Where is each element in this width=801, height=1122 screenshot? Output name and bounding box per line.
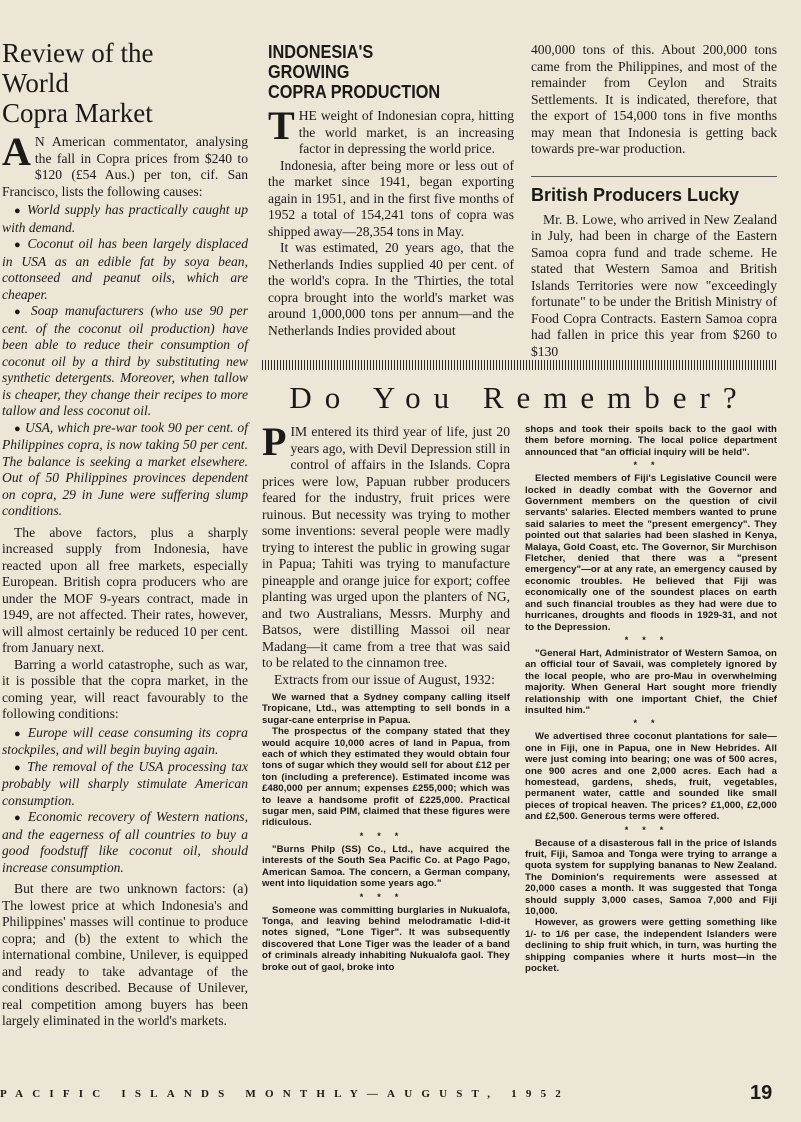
- extract: We warned that a Sydney company calling itself Tropicane, Ltd., was attempting to sell bonds in a sugar-cane enterprise in Papua.: [262, 692, 510, 726]
- remember-col-right: [525, 424, 777, 974]
- extract: However, as growers were getting something like 1/- to 1/6 per case, the independent Islanders were declining to ship fruit which, in turn, was hurting the shipping companies where it hurts most—in the pocket.: [525, 917, 777, 975]
- british-producers: [531, 176, 777, 361]
- british-title: British Producers Lucky: [531, 184, 740, 205]
- indonesia-article: [268, 42, 514, 339]
- separator: ***: [359, 891, 413, 902]
- section-rule: [262, 360, 777, 370]
- separator: **: [633, 718, 669, 729]
- cause-item: ● Coconut oil has been largely displaced in USA as an edible fat by soya bean, cottonseed and peanut oils, which are cheaper.: [2, 236, 248, 302]
- extract: Someone was committing burglaries in Nukualofa, Tonga, and leaving behind melodramatic I-did-it notes signed, "Lone Tiger". It was subsequently discovered that Lone Tiger was the leader of a band of criminals already inhabiting Nukualofa gaol. They broke out of gaol, broke into: [262, 904, 510, 973]
- page-number: 19: [750, 1082, 773, 1104]
- right-top-column: [531, 42, 777, 360]
- extract: Because of a disasterous fall in the price of Islands fruit, Fiji, Samoa and Tonga were trying to arrange a quota system for supplying bananas to New Zealand. The Dominion's requirements were assessed at 20,000 cases a month. It was suggested that Tonga should supply 3,000 cases, Samoa 7,000 and Fiji 10,000.: [525, 837, 777, 918]
- indonesia-p1: THE weight of Indonesian copra, hitting the world market, is an increasing factor in depressing the world price.: [268, 103, 514, 156]
- extract: We advertised three coconut plantations for sale—one in Fiji, one in Papua, one in New Hebrides. All were just coming into bearing; one was of 500 acres, one 900 acres and one 2,000 acres. Each had a homestead, gardens, sheds, fruit, vegetables, permanent water, cattle and sounded like small pieces of tropical heaven. The prices? £1,000, £2,000 and £2,500. Generous terms were offered.: [525, 731, 777, 823]
- indonesia-p4: 400,000 tons of this. About 200,000 tons came from the Philippines, and most of the remainder from Ceylon and Straits Settlements. It is indicated, therefore, that the export of 154,000 tons in five months may mean that Indonesia is getting back towards pre-war production.: [531, 42, 777, 156]
- review-intro: A N American commentator, analysing the fall in Copra prices from $240 to $120 (£54 Aus.) per ton, cif. San Francisco, lists the following causes:: [2, 129, 248, 199]
- extract: The prospectus of the company stated that they would acquire 10,000 acres of land in Papua, from each of which they estimated they would obtain four tons of sugar which they would sell for about £12 per ton (including a preference). Estimated income was £480,000 per annum; expenses £255,000; which was to leave a handsome profit of £225,000. Practical sugar men, said PIM, claimed that these figures were ridiculous.: [262, 726, 510, 829]
- review-title: Review of the World Copra Market: [2, 38, 154, 128]
- review-barring: Barring a world catastrophe, such as war, it is possible that the copra market, in the coming year, will react favourably to the following conditions:: [2, 656, 248, 721]
- review-factors: The above factors, plus a sharply increased supply from Indonesia, have reacted upon all free markets, especially European. British copra producers who are under the MOF 9-years contract, made in 1949, are not affected. Their rates, however, will almost certainly be reduced 10 per cent. from January next.: [2, 524, 248, 655]
- cause-item: ● USA, which pre-war took 90 per cent. of Philippines copra, is now taking 50 per cent. The balance is seeking a market elsewhere. Out of 50 Philippines provinces dependent on copra, 29 in June were suffering slump conditions.: [2, 419, 248, 518]
- review-article: [2, 38, 248, 1030]
- remember-p2: Extracts from our issue of August, 1932:: [274, 671, 495, 687]
- remember-col-left: [262, 419, 510, 973]
- condition-item: ● The removal of the USA processing tax probably will sharply stimulate American consumption.: [2, 758, 248, 808]
- separator: ***: [624, 824, 678, 835]
- cause-item: ● Soap manufacturers (who use 90 per cent. of the coconut oil production) have been able to reduce their consumption of coconut oil by a third by substituting new synthetic detergents. Moreover, when tallow is cheaper, they change their recipes to more tallow and less coconut oil.: [2, 303, 248, 418]
- british-p1: Mr. B. Lowe, who arrived in New Zealand in July, had been in charge of the Eastern Samoa copra fund and trade scheme. He stated that Western Samoa and British Islands Territories were now "exceedingly fortunate" to be under the British Ministry of Food Copra Contracts. Eastern Samoa copra had fallen in price this year from $260 to $130: [531, 211, 777, 359]
- remember-p1: PIM entered its third year of life, just 20 years ago, with Devil Depression still in control of affairs in the Islands. Copra prices were low, Papuan rubber producers feared for the industry, fruit prices were ruinous. But necessity was trying to mother some inventions: several people were madly trying to interest the public in growing sugar in Papua; Tahiti was trying to manufacture pineapple and orange juice for export; coffee planting was urged upon the planters of NG, and two Australians, Messrs. Murphy and Batsos, were distilling Massoi oil near Madang—it came from a tree that was said to be related to the cinnamon tree.: [262, 419, 510, 670]
- indonesia-p2: Indonesia, after being more or less out of the market since 1941, began exporting again in 1951, and in the first five months of 1952 a total of 154,241 tons of copra was shipped away—28,354 tons in May.: [268, 157, 514, 239]
- review-body: [2, 129, 248, 1030]
- cause-item: ● World supply has practically caught up with demand.: [2, 202, 248, 235]
- separator: ***: [359, 830, 413, 841]
- condition-item: ● Economic recovery of Western nations, and the eagerness of all countries to buy a good foodstuff like coconut oil, should increase consumption.: [2, 809, 248, 875]
- indonesia-p3: It was estimated, 20 years ago, that the Netherlands Indies supplied 40 per cent. of the world's copra. In the 'Thirties, the total copra brought into the world's market was around 1,000,000 tons per annum—and the Netherlands Indies provided about: [268, 240, 514, 338]
- condition-item: ● Europe will cease consuming its copra stockpiles, and will begin buying again.: [2, 724, 248, 757]
- separator: **: [633, 460, 669, 471]
- separator: ***: [624, 634, 678, 645]
- extract: "Burns Philp (SS) Co., Ltd., have acquired the interests of the South Sea Pacific Co. at Pago Pago, American Samoa. The concern, a German company, went into liquidation some years ago.": [262, 843, 510, 890]
- magazine-name: PACIFIC ISLANDS MONTHLY—AUGUST, 1952: [0, 1088, 570, 1100]
- review-unknown: But there are two unknown factors: (a) The lowest price at which Indonesia's and Philippines' masses will continue to produce copra; and (b) the extent to which the international combine, Unilever, is equipped and ready to take advantage of the conditions described. Because of Unilever, real competition among buyers has been largely eliminated in the world's markets.: [2, 881, 248, 1028]
- page-footer: [0, 1082, 801, 1112]
- remember-title: Do You Remember?: [289, 380, 750, 415]
- extract: shops and took their spoils back to the gaol with them before morning. The local police department announced that "an official inquiry will be held".: [525, 424, 777, 458]
- extract: "General Hart, Administrator of Western Samoa, on an official tour of Savaii, was completely ignored by the local people, who are pro-Mau in overwhelming majority. When General Hart sought more friendly relationship with one important Chief, the Chief insulted him.": [525, 647, 777, 716]
- indonesia-title: INDONESIA'S GROWING COPRA PRODUCTION: [268, 41, 441, 102]
- extract: Elected members of Fiji's Legislative Council were locked in deadly combat with the Governor and Government members on the question of civil servants' salaries. Elected members wanted to prune said salaries to meet the "present emergency". They pointed out that salaries had been slashed in Kenya, Malaya, Gold Coast, etc. The Governor, Sir Murchison Fletcher, denied that there was a "present emergency"—or at any rate, an emergency caused by economic troubles. He believed that Fiji was economically one of the soundest places on earth and such financial troubles as they had were due to hurricanes, droughts and floods in 1929-31, and not to the Depression.: [525, 473, 777, 633]
- indonesia-body: [268, 103, 514, 339]
